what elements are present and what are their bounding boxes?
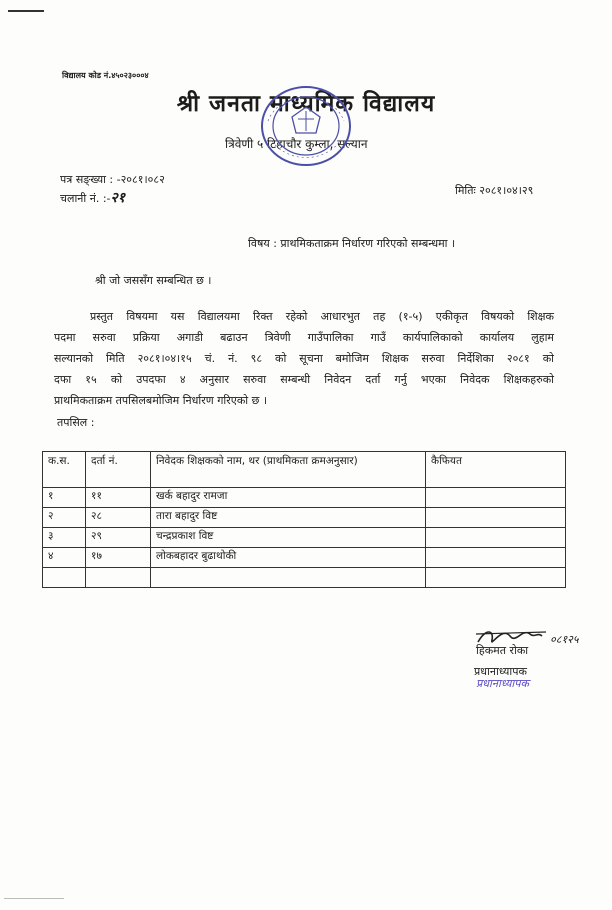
school-stamp bbox=[258, 83, 354, 169]
col-remarks: कैफियत bbox=[426, 452, 566, 488]
subject-line: विषय : प्राथमिकताक्रम निर्धारण गरिएको सम्बन्धमा । bbox=[248, 237, 456, 250]
cell-registration: २९ bbox=[86, 528, 151, 548]
body-paragraph bbox=[54, 306, 554, 411]
cell-applicant bbox=[151, 568, 426, 588]
cell-serial: ३ bbox=[43, 528, 86, 548]
cell-remarks bbox=[426, 508, 566, 528]
dispatch-label: चलानी नं. :- bbox=[60, 192, 111, 205]
letter-date: मितिः २०८१।०४।२९ bbox=[455, 184, 534, 197]
cell-serial: १ bbox=[43, 488, 86, 508]
cell-registration: ११ bbox=[86, 488, 151, 508]
school-address: त्रिवेणी ५ टिहाचौर कुम्ला, सल्यान bbox=[225, 137, 368, 151]
cell-remarks bbox=[426, 548, 566, 568]
col-applicant: निवेदक शिक्षकको नाम, थर (प्राथमिकता क्रमअनुसार) bbox=[151, 452, 426, 488]
cell-applicant: लोकबहादर बुढाथोकी bbox=[151, 548, 426, 568]
dispatch-value: २१ bbox=[110, 190, 126, 206]
cell-applicant: खर्क बहादुर रामजा bbox=[151, 488, 426, 508]
signatory-designation: प्रधानाध्यापक bbox=[474, 665, 527, 678]
table-header-row bbox=[43, 452, 566, 488]
cell-serial bbox=[43, 568, 86, 588]
col-serial: क.स. bbox=[43, 452, 86, 488]
salutation: श्री जो जससँग सम्बन्धित छ । bbox=[95, 274, 212, 287]
priority-table bbox=[42, 451, 566, 588]
cell-remarks bbox=[426, 488, 566, 508]
cell-registration: २८ bbox=[86, 508, 151, 528]
table-row bbox=[43, 568, 566, 588]
body-line: प्रस्तुत विषयमा यस विद्यालयमा रिक्त रहेको आधारभुत तह (१-५) एकीकृत विषयको शिक्षक bbox=[90, 310, 554, 323]
table-row bbox=[43, 508, 566, 528]
cell-serial: २ bbox=[43, 508, 86, 528]
cell-applicant: तारा बहादुर विष्ट bbox=[151, 508, 426, 528]
cell-applicant: चन्द्रप्रकाश विष्ट bbox=[151, 528, 426, 548]
body-line: सल्यानको मिति २०८१।०४।१५ चं. नं. ९८ को सूचना बमोजिम शिक्षक सरुवा निर्देशिका २०८१ को bbox=[54, 352, 554, 365]
col-registration: दर्ता नं. bbox=[86, 452, 151, 488]
cell-registration bbox=[86, 568, 151, 588]
cell-remarks bbox=[426, 528, 566, 548]
table-row bbox=[43, 528, 566, 548]
dispatch-number bbox=[60, 188, 125, 207]
school-name: श्री जनता माध्यमिक विद्यालय bbox=[176, 91, 436, 117]
school-code: विद्यालय कोड नं.४५०२३०००४ bbox=[62, 71, 149, 80]
signature-date: ०८१२५ bbox=[550, 633, 579, 646]
body-line: पदमा सरुवा प्रक्रिया अगाडी बढाउन त्रिवेणी गाउँपालिका गाउँ कार्यपालिकाको कार्यालय लुहाम bbox=[54, 331, 554, 344]
cell-registration: १७ bbox=[86, 548, 151, 568]
table-row bbox=[43, 488, 566, 508]
cell-serial: ४ bbox=[43, 548, 86, 568]
table-row bbox=[43, 548, 566, 568]
detail-label: तपसिल : bbox=[57, 416, 95, 429]
body-line: प्राथमिकताक्रम तपसिलबमोजिम निर्धारण गरिएको छ । bbox=[54, 394, 268, 407]
body-line: दफा १५ को उपदफा ४ अनुसार सरुवा सम्बन्धी निवेदन दर्ता गर्नु भएका निवेदक शिक्षकहरुको bbox=[54, 373, 554, 386]
designation-stamp: प्रधानाध्यापक bbox=[476, 677, 529, 690]
cell-remarks bbox=[426, 568, 566, 588]
signatory-name: हिकमत रोका bbox=[476, 644, 529, 657]
footer-mark bbox=[4, 898, 64, 905]
letter-number: पत्र सङ्ख्या : -२०८१।०८२ bbox=[60, 173, 165, 186]
corner-mark bbox=[8, 10, 44, 15]
